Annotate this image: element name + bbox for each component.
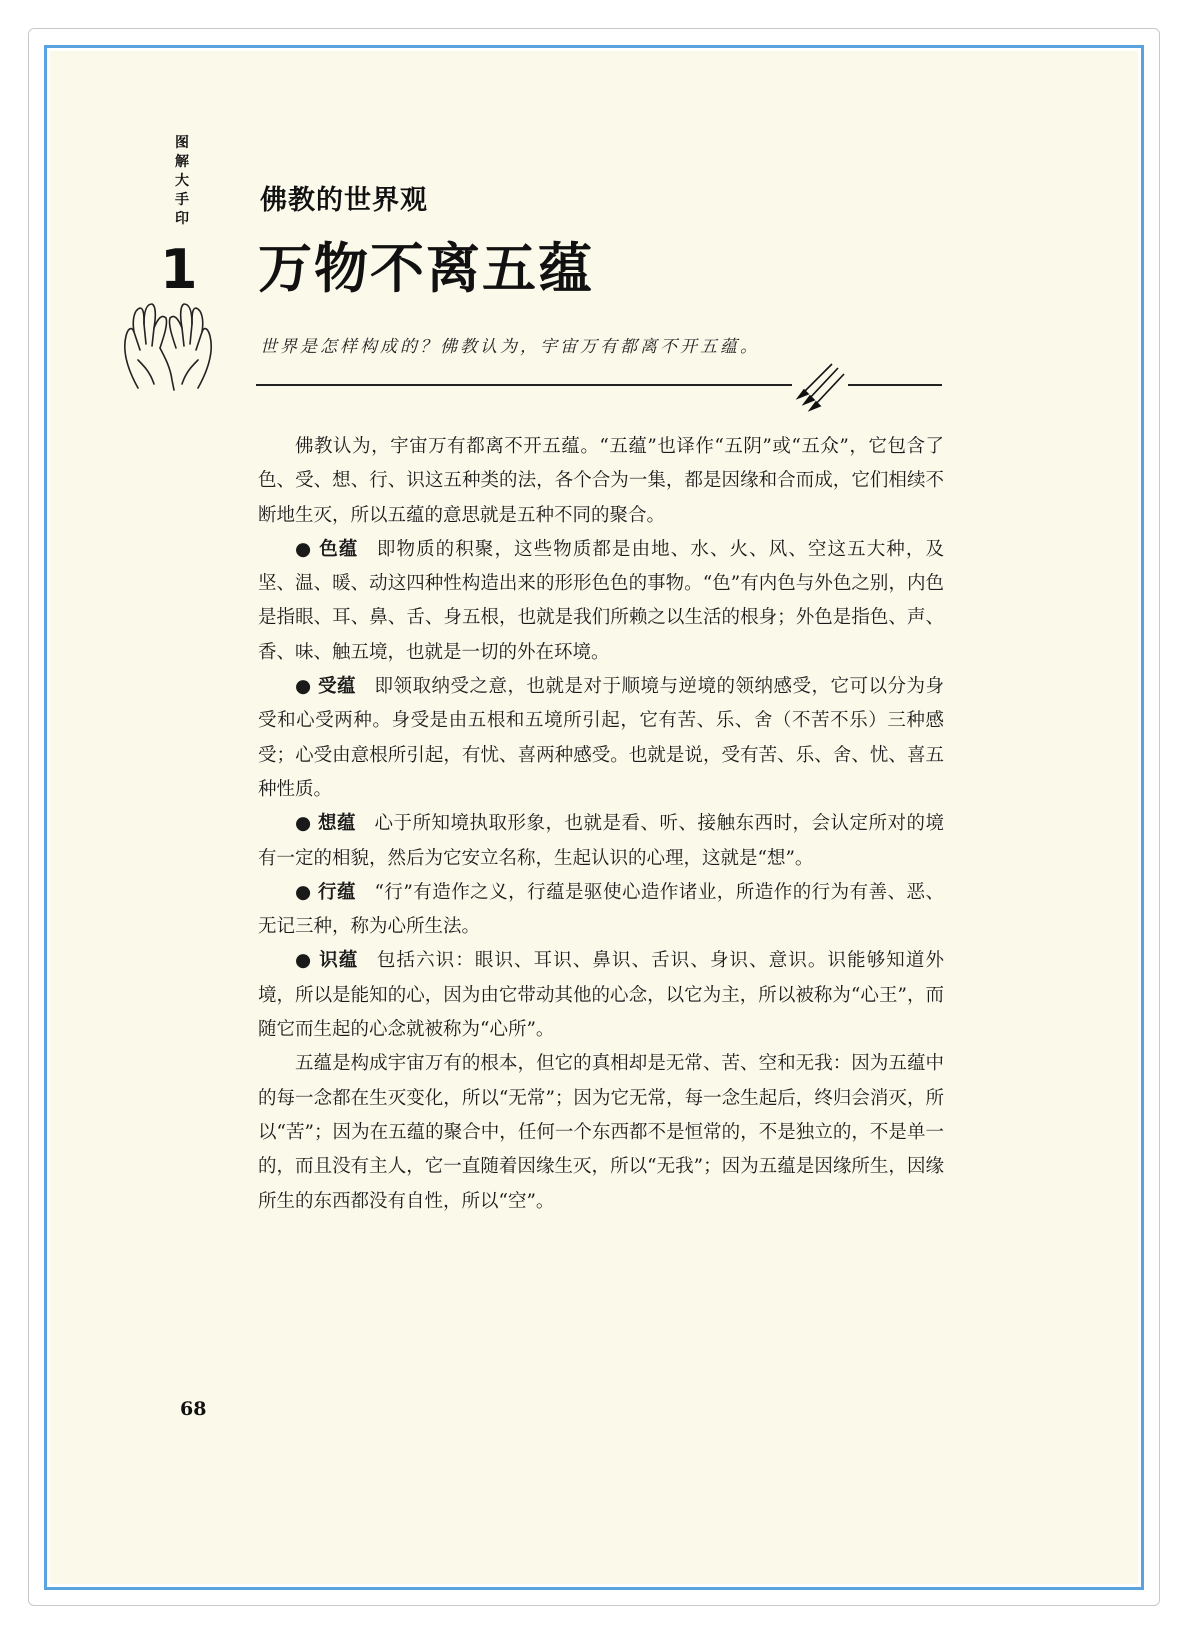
term-vedana: 受蕴 bbox=[318, 676, 357, 698]
text-vijnana: 包括六识：眼识、耳识、鼻识、舌识、身识、意识。识能够知道外境，所以是能知的心，因为由它带动其他的心念，以它为主，所以被称为“心王”，而随它而生起的心念就被称为“心所”。 bbox=[258, 950, 944, 1041]
paragraph-intro: 佛教认为，宇宙万有都离不开五蕴。“五蕴”也译作“五阴”或“五众”，它包含了色、受、想、行、识这五种类的法，各个合为一集，都是因缘和合而成，它们相续不断地生灭，所以五蕴的意思就是五种不同的聚合。 bbox=[258, 436, 944, 526]
term-rupa: 色蕴 bbox=[319, 538, 359, 560]
text-vedana: 即领取纳受之意，也就是对于顺境与逆境的领纳感受，它可以分为身受和心受两种。身受是由五根和五境所引起，它有苦、乐、舍（不苦不乐）三种感受；心受由意根所引起，有忧、喜两种感受。也就是说，受有苦、乐、舍、忧、喜五种性质。 bbox=[258, 676, 944, 800]
paragraph-samskara bbox=[258, 876, 944, 945]
page-title: 万物不离五蕴 bbox=[258, 237, 594, 300]
paragraph-samjna bbox=[258, 807, 944, 876]
page-number: 68 bbox=[180, 1398, 207, 1420]
paragraph-rupa bbox=[258, 533, 944, 670]
section-subtitle: 佛教的世界观 bbox=[260, 185, 428, 216]
chapter-number: 1 bbox=[160, 238, 198, 301]
bullet: ● bbox=[295, 950, 313, 972]
term-samjna: 想蕴 bbox=[318, 813, 357, 835]
bullet: ● bbox=[295, 676, 312, 698]
bullet: ● bbox=[295, 813, 312, 835]
bullet: ● bbox=[295, 881, 312, 903]
divider-line-left bbox=[256, 384, 792, 386]
intro-sentence: 世界是怎样构成的？佛教认为，宇宙万有都离不开五蕴。 bbox=[260, 337, 760, 357]
paragraph-vijnana bbox=[258, 944, 944, 1047]
paragraph-conclusion: 五蕴是构成宇宙万有的根本，但它的真相却是无常、苦、空和无我：因为五蕴中的每一念都在生灭变化，所以“无常”；因为它无常，每一念生起后，终归会消灭，所以“苦”；因为在五蕴的聚合中，任何一个东西都不是恒常的，不是独立的，不是单一的，而且没有主人，它一直随着因缘生灭，所以“无我”；因为五蕴是因缘所生，因缘所生的东西都没有自性，所以“空”。 bbox=[258, 1053, 944, 1212]
text-samskara: “行”有造作之义，行蕴是驱使心造作诸业，所造作的行为有善、恶、无记三种，称为心所生法。 bbox=[258, 881, 944, 938]
paragraph-vedana bbox=[258, 670, 944, 807]
triple-arrow-icon bbox=[792, 360, 848, 412]
term-vijnana: 识蕴 bbox=[319, 950, 359, 972]
text-rupa: 即物质的积聚，这些物质都是由地、水、火、风、空这五大种，及坚、温、暖、动这四种性构造出来的形形色色的事物。“色”有内色与外色之别，内色是指眼、耳、鼻、舌、身五根，也就是我们所赖之以生活的根身；外色是指色、声、香、味、触五境，也就是一切的外在环境。 bbox=[258, 538, 944, 663]
praying-hands-icon bbox=[118, 300, 218, 392]
series-label: 图解大手印 bbox=[175, 135, 189, 227]
divider-line-right bbox=[848, 384, 942, 386]
body-text bbox=[258, 430, 944, 1219]
term-samskara: 行蕴 bbox=[317, 881, 356, 903]
bullet: ● bbox=[295, 538, 313, 560]
text-samjna: 心于所知境执取形象，也就是看、听、接触东西时，会认定所对的境有一定的相貌，然后为它安立名称，生起认识的心理，这就是“想”。 bbox=[258, 813, 944, 869]
